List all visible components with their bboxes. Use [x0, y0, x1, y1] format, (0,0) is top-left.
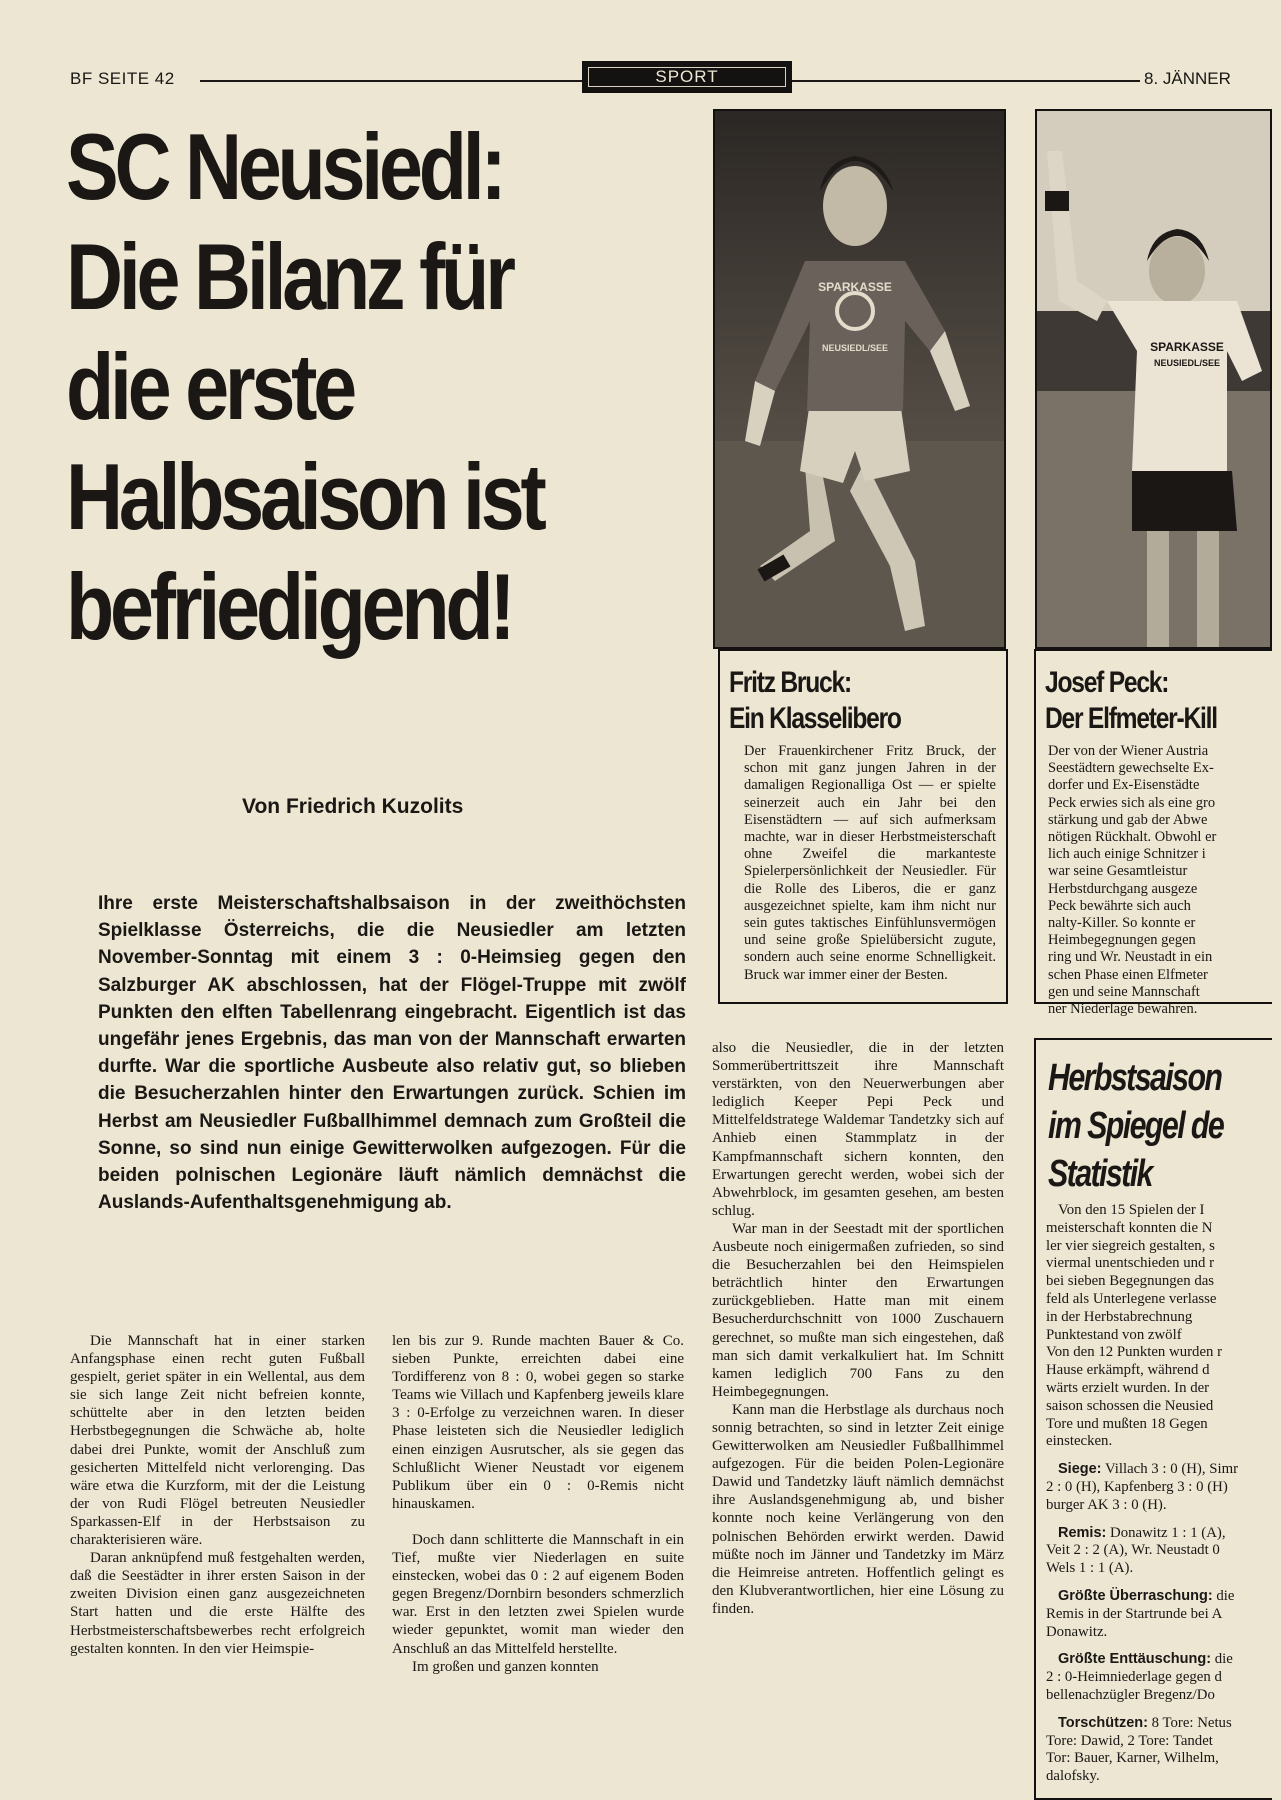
caption-line: dorfer und Ex-Eisenstädte: [1048, 777, 1200, 794]
caption-line: Peck bewährte sich auch: [1048, 897, 1191, 914]
statistics-title-line: Herbstsaison: [1048, 1057, 1222, 1099]
photo-fritz-bruck: [713, 109, 1006, 649]
paragraph: also die Neusiedler, die in der letzten Sommerübertrittszeit ihre Mannschaft verstärkten, von den Neuerwerbungen aber lediglich Keeper Pepi Peck und Mittelfeldstratege Waldemar Tandetzky sich auf Anhieb einen Stammplatz in der Kampfmannschaft sichern konnten, den Erwartungen gerecht werden, wobei sich der Abwehrblock, im gesamten gesehen, am besten schlug.: [712, 1040, 1004, 1219]
statistics-line: Von den 12 Punkten wurden r: [1046, 1344, 1223, 1361]
body-column-2: [392, 1332, 684, 1676]
statistics-line: viermal unentschieden und r: [1046, 1255, 1215, 1272]
page-number: BF SEITE 42: [70, 69, 175, 88]
stat-item-torschuetzen: [1046, 1715, 1281, 1786]
stat-text: Veit 2 : 2 (A), Wr. Neustadt 0: [1046, 1542, 1220, 1559]
statistics-line: Punktestand von zwölf: [1046, 1326, 1182, 1343]
stat-text: Remis in der Startrunde bei A: [1046, 1605, 1223, 1622]
caption-line: war seine Gesamtleistur: [1048, 863, 1188, 880]
caption-line: nalty-Killer. So konnte er: [1048, 915, 1196, 932]
statistics-line: ler vier siegreich gestalten, s: [1046, 1237, 1215, 1254]
jersey-text: SPARKASSE: [1150, 340, 1224, 354]
caption-josef-peck: [1034, 649, 1272, 1018]
caption-line: nötigen Rückhalt. Obwohl er: [1048, 829, 1217, 846]
caption-line: Heimbegegnungen gegen: [1048, 932, 1196, 949]
stat-label: Remis:: [1058, 1524, 1107, 1541]
headline-line: Halbsaison ist: [66, 444, 543, 549]
statistics-title-line: im Spiegel de: [1048, 1105, 1224, 1147]
stat-text: 2 : 0-Heimniederlage gegen d: [1046, 1669, 1222, 1686]
stat-text: Villach 3 : 0 (H), Simr: [1101, 1461, 1239, 1478]
paragraph: Die Mannschaft hat in einer starken Anfangsphase einen recht guten Fußball gespielt, geriet später in ein Wellental, aus dem sie sich lange Zeit nicht befreien konnte, schüttelte aber in den letzten beiden Herbstbegegnungen die Schwäche ab, holte dabei drei Punkte, womit der Anschluß zum gesicherten Mittelfeld nicht verlorenging. Das wäre etwa die Kurzform, mit der die Leistung der von Rudi Flögel betreuten Neusiedler Sparkassen-Elf in der Herbstsaison zu charakterisieren wäre.: [70, 1333, 365, 1549]
statistics-line: feld als Unterlegene verlasse: [1046, 1290, 1217, 1307]
caption-line: lich auch einige Schnitzer i: [1048, 846, 1206, 863]
statistics-line: einstecken.: [1046, 1433, 1113, 1450]
stat-text: Donawitz 1 : 1 (A),: [1106, 1524, 1226, 1541]
statistics-title-line: Statistik: [1048, 1153, 1152, 1195]
stat-text: die: [1212, 1587, 1235, 1604]
stat-item-siege: [1046, 1461, 1281, 1514]
caption-title-line: Fritz Bruck:: [729, 666, 851, 699]
caption-line: Seestädtern gewechselte Ex-: [1048, 760, 1214, 777]
statistics-line: bei sieben Begegnungen das: [1046, 1273, 1215, 1290]
stat-label: Größte Überraschung:: [1058, 1587, 1213, 1604]
stat-text: Donawitz.: [1046, 1623, 1108, 1640]
caption-fritz-bruck: [718, 649, 1008, 1004]
paragraph: Doch dann schlitterte die Mannschaft in ein Tief, mußte vier Niederlagen en suite einstecken, wobei das 0 : 2 auf eigenem Boden gegen Bregenz/Dornbirn besonders schmerzlich war. Erst in den letzten zwei Spielen wurde wieder gepunktet, womit man wieder den Anschluß an das Mittelfeld herstellte.: [392, 1531, 684, 1657]
header-rule-right: [792, 80, 1140, 82]
statistics-intro: [1046, 1202, 1281, 1220]
statistics-line: saison schossen die Neusied: [1046, 1397, 1214, 1414]
stat-item-enttaeuschung: [1046, 1651, 1281, 1704]
stat-label: Siege:: [1058, 1461, 1102, 1478]
caption-line: Peck erwies sich als eine gro: [1048, 794, 1216, 811]
jersey-text: SPARKASSE: [818, 280, 892, 294]
stat-text: bellenachzügler Bregenz/Do: [1046, 1686, 1215, 1703]
stat-text: die: [1211, 1651, 1233, 1668]
caption-text: Der Frauenkirchener Fritz Bruck, der schon mit ganz jungen Jahren in der damaligen Regionalliga Ost — er spielte seinerzeit auch ein Jahr bei den Eisenstädtern — auf sich aufmerksam machte, war in dieser Herbstmeisterschaft ohne Zweifel die markanteste Spielerpersönlichkeit der Neusiedler. Für die Rolle des Liberos, die er ganz ausgezeichnet spielte, kam ihm nicht nur sein gutes taktisches Einfühlunsvermögen und seine große Spielübersicht zugute, sondern auch seine enorme Schnelligkeit. Bruck war immer einer der Besten.: [744, 743, 996, 983]
headline: [66, 112, 671, 662]
caption-line: stärkung und gab der Abwe: [1048, 811, 1208, 828]
caption-line: gen und seine Mannschaft: [1048, 983, 1200, 1000]
stat-text: 8 Tore: Netus: [1147, 1714, 1232, 1731]
paragraph: Daran anknüpfend muß festgehalten werden, daß die Seestädter in ihrer ersten Saison in der zweiten Division einen ganz ausgezeichneten Start hatten und die erste Hälfte des Herbstmeisterschaftsbewerbes recht erfolgreich gestalten konnten. In den vier Heimspie-: [70, 1550, 365, 1657]
caption-text: [1048, 743, 1262, 1018]
caption-line: Herbstdurchgang ausgeze: [1048, 880, 1198, 897]
statistics-box: [1034, 1038, 1272, 1800]
stat-text: 2 : 0 (H), Kapfenberg 3 : 0 (H): [1046, 1478, 1228, 1495]
statistics-line: in der Herbstabrechnung: [1046, 1308, 1193, 1325]
statistics-line: Von den 15 Spielen der I: [1058, 1202, 1205, 1218]
stat-label: Torschützen:: [1058, 1714, 1148, 1731]
section-label: SPORT: [588, 67, 786, 87]
headline-line: die erste: [66, 334, 353, 439]
statistics-line: meisterschaft konnten die N: [1046, 1219, 1213, 1236]
headline-line: Die Bilanz für: [66, 224, 512, 329]
paragraph: Im großen und ganzen konnten: [412, 1658, 599, 1675]
caption-title-line: Ein Klasselibero: [729, 702, 901, 735]
issue-date: 8. JÄNNER: [1144, 69, 1231, 88]
caption-title-line: Der Elfmeter-Kill: [1045, 702, 1217, 735]
jersey-text: NEUSIEDL/SEE: [1153, 358, 1221, 368]
header-rule-left: [200, 80, 582, 82]
caption-title: [1045, 665, 1231, 737]
stat-label: Größte Enttäuschung:: [1058, 1651, 1212, 1668]
stat-item-ueberraschung: [1046, 1588, 1281, 1641]
statistics-intro-cont: [1046, 1220, 1281, 1451]
stat-text: Wels 1 : 1 (A).: [1046, 1560, 1134, 1577]
caption-title-line: Josef Peck:: [1045, 666, 1169, 699]
statistics-body: [1046, 1202, 1281, 1786]
statistics-line: Hause erkämpft, während d: [1046, 1362, 1210, 1379]
byline: Von Friedrich Kuzolits: [242, 795, 464, 818]
body-column-1: [70, 1332, 365, 1658]
paragraph: War man in der Seestadt mit der sportlichen Ausbeute noch einigermaßen zufrieden, so sind die Besucherzahlen bei den Heimspielen beträchtlich hinter den Erwartungen zurückgeblieben. Hatte man mit einem Besucherdurchschnitt von 1000 Zuschauern gerechnet, so mußte man sich eingestehen, daß man sich damit verkalkuliert hat. Im Schnitt kamen lediglich 700 Fans zu den Heimbegegnungen.: [712, 1220, 1004, 1400]
statistics-line: Tore und mußten 18 Gegen: [1046, 1415, 1208, 1432]
caption-line: ner Niederlage bewahren.: [1048, 1001, 1198, 1018]
headline-line: befriedigend!: [66, 554, 512, 659]
statistics-line: wärts erzielt wurden. In der: [1046, 1379, 1210, 1396]
caption-line: ring und Wr. Neustadt in ein: [1048, 949, 1213, 966]
caption-line: Der von der Wiener Austria: [1048, 743, 1209, 759]
stat-text: Tore: Dawid, 2 Tore: Tandet: [1046, 1732, 1213, 1749]
section-label-box: [582, 61, 792, 93]
caption-line: schen Phase einen Elfmeter: [1048, 966, 1208, 983]
paragraph: len bis zur 9. Runde machten Bauer & Co. sieben Punkte, erreichten dabei eine Tordifferenz von 8 : 0, wobei gegen so starke Teams wie Villach und Kapfenberg jeweils klare 3 : 0-Erfolge zu verzeichnen waren. In dieser Phase leisteten sich die Neusiedler lediglich einen einzigen Ausrutscher, als sie gegen das Schlußlicht Wiener Neustadt vor eigenem Publikum über ein 0 : 0-Remis nicht hinauskamen.: [392, 1333, 684, 1512]
jersey-text: NEUSIEDL/SEE: [821, 343, 889, 353]
paragraph: Kann man die Herbstlage als durchaus noch sonnig betrachten, so sind in letzter Zeit einige Gewitterwolken am Neusiedler Fußballhimmel aufgezogen. Für die beiden Polen-Legionäre Dawid und Tandetzky läuft nämlich demnächst ihre Auslandsgenehmigung ab, und bisher konnte noch keine Verlängerung von den polnischen Behörden erwirkt werden. Dawid müßte noch im Jänner und Tandetzky im März die Heimreise antreten. Hoffentlich gelingt es den Klubverantwortlichen, hier eine Lösung zu finden.: [712, 1401, 1004, 1617]
caption-title: [729, 665, 956, 737]
headline-line: SC Neusiedl:: [66, 114, 503, 219]
stat-item-remis: [1046, 1525, 1281, 1578]
stat-text: dalofsky.: [1046, 1768, 1100, 1785]
stat-text: Tor: Bauer, Karner, Wilhelm,: [1046, 1750, 1219, 1767]
stat-text: burger AK 3 : 0 (H).: [1046, 1496, 1167, 1513]
body-column-3: [712, 1039, 1004, 1618]
photo-josef-peck: [1035, 109, 1272, 649]
lead-paragraph: Ihre erste Meisterschaftshalbsaison in der zweithöchsten Spielklasse Österreichs, die die Neusiedler am letzten November-Sonntag mit einem 3 : 0-Heimsieg gegen den Salzburger AK abschlossen, hat der Flögel-Truppe mit zwölf Punkten den elften Tabellenrang eingebracht. Eigentlich ist das ungefähr jenes Ergebnis, das man von der Mannschaft erwarten durfte. War die sportliche Ausbeute also relativ gut, so blieben die Besucherzahlen hinter den Erwartungen zurück. Schien im Herbst am Neusiedler Fußballhimmel demnach zum Großteil die Sonne, so sind nun einige Gewitterwolken aufgezogen. Für die beiden polnischen Legionäre läuft nämlich demnächst die Auslands-Aufenthaltsgenehmigung ab.: [98, 893, 686, 1214]
statistics-title: [1048, 1054, 1223, 1198]
